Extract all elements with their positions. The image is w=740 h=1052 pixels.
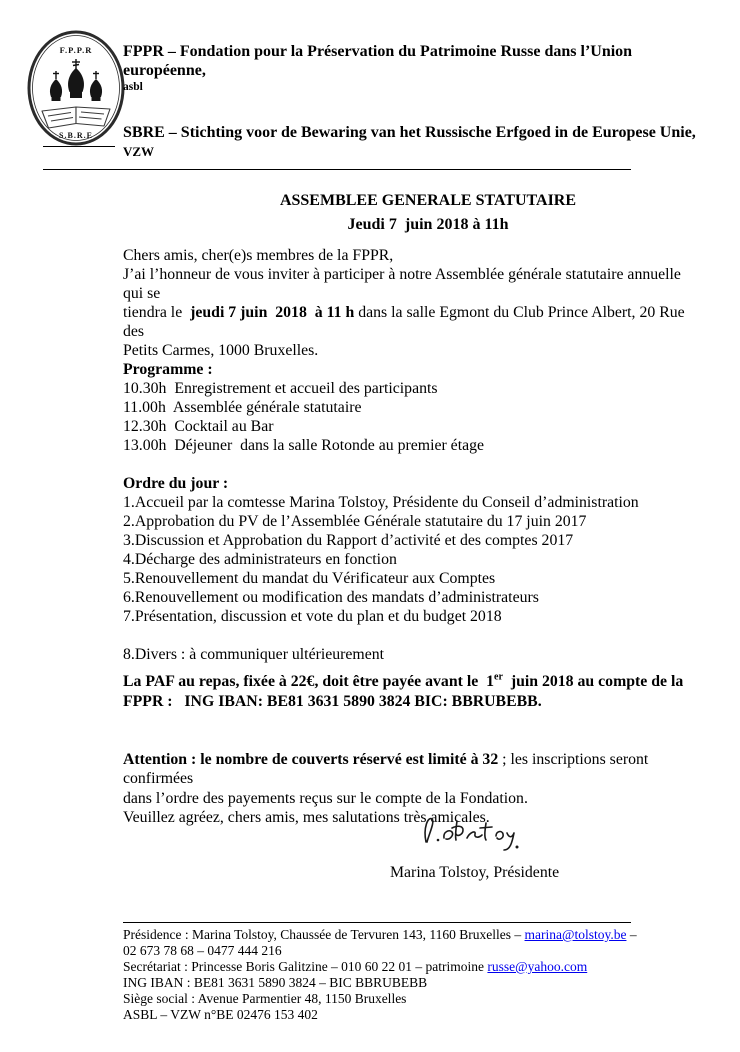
payment-paragraph (123, 672, 705, 712)
paf-line1-pre: La PAF au repas, fixée à 22€, doit être payée avant le 1 (123, 673, 495, 690)
agenda-heading: Ordre du jour : (123, 475, 229, 492)
programme-heading: Programme : (123, 361, 213, 378)
org-name-nl (123, 123, 713, 161)
agenda-item: 6.Renouvellement ou modification des mandats d’administrateurs (123, 589, 539, 606)
attention-bold: Attention : le nombre de couverts réservé est limité à 32 (123, 751, 499, 768)
paf-superscript: er (494, 671, 503, 683)
spacer (123, 455, 705, 474)
fppr-logo (25, 28, 127, 148)
closing-salutation: Veuillez agréez, chers amis, mes salutations très amicales. (123, 808, 490, 826)
org-name-nl-text: SBRE – Stichting voor de Bewaring van het Russische Erfgoed in de Europese Unie, (123, 124, 696, 141)
agenda-item-divers: 8.Divers : à communiquer ultérieurement (123, 646, 385, 663)
agenda-item: 1.Accueil par la comtesse Marina Tolstoy, Présidente du Conseil d’administration (123, 494, 639, 511)
document-title (143, 192, 713, 234)
org-suffix-vzw: VZW (123, 125, 699, 159)
title-line1: ASSEMBLEE GENERALE STATUTAIRE (279, 192, 577, 209)
signature (418, 811, 523, 864)
org-suffix-asbl: asbl (123, 81, 143, 93)
footer-presidence-text: Présidence : Marina Tolstoy, Chaussée de Tervuren 143, 1160 Bruxelles – (123, 927, 525, 942)
programme-item: 10.30h Enregistrement et accueil des participants (123, 380, 438, 397)
footer-line-secretariat (123, 959, 713, 975)
programme-item: 11.00h Assemblée générale statutaire (123, 399, 362, 416)
invite-line2-post: dans la salle Egmont du Club Prince Albert, 20 Rue des (123, 304, 689, 340)
rule-short (43, 146, 115, 147)
paf-line1-post: juin 2018 au compte de la (502, 673, 684, 690)
footer-presidence-tail: – (626, 927, 637, 942)
programme-item: 13.00h Déjeuner dans la salle Rotonde au premier étage (123, 437, 485, 454)
invite-date-bold: jeudi 7 juin 2018 à 11 h (190, 304, 359, 321)
attention-rest: ; les inscriptions seront confirmées (123, 751, 653, 788)
agenda-item: 2.Approbation du PV de l’Assemblée Générale statutaire du 17 juin 2017 (123, 513, 587, 530)
signatory-name: Marina Tolstoy, Présidente (390, 864, 560, 881)
footer-line-presidence (123, 927, 713, 943)
spacer (123, 626, 705, 645)
attention-line2: dans l’ordre des payements reçus sur le compte de la Fondation. (123, 789, 528, 807)
footer-line-iban: ING IBAN : BE81 3631 5890 3824 – BIC BBRUBEBB (123, 974, 428, 990)
agenda-item: 4.Décharge des administrateurs en fonction (123, 551, 397, 568)
agenda-item: 5.Renouvellement du mandat du Vérificateur aux Comptes (123, 570, 496, 587)
email-link-patrimoine[interactable]: russe@yahoo.com (487, 958, 588, 974)
logo-bottom-text: S.B.R.E (59, 131, 93, 140)
footer (123, 927, 713, 1022)
greeting: Chers amis, cher(e)s membres de la FPPR, (123, 247, 394, 264)
invite-line1: J’ai l’honneur de vous inviter à participer à notre Assemblée générale statutaire annuelle qui se (123, 266, 685, 302)
signature-image (418, 811, 523, 859)
agenda-item: 7.Présentation, discussion et vote du plan et du budget 2018 (123, 608, 502, 625)
rule-long (43, 169, 631, 170)
email-link-marina[interactable]: marina@tolstoy.be (524, 927, 627, 942)
paf-line2-iban: FPPR : ING IBAN: BE81 3631 5890 3824 BIC: BBRUBEBB. (123, 693, 542, 710)
footer-line-phones: 02 673 78 68 – 0477 444 216 (123, 942, 282, 958)
org-name-fr: FPPR – Fondation pour la Préservation du Patrimoine Russe dans l’Union européenne, (123, 43, 637, 79)
agenda-item: 3.Discussion et Approbation du Rapport d’activité et des comptes 2017 (123, 532, 574, 549)
logo-emblem-icon (25, 28, 127, 148)
footer-secretariat-text: Secrétariat : Princesse Boris Galitzine – 010 60 22 01 – patrimoine (123, 958, 488, 974)
letterhead (123, 42, 713, 161)
invite-line3: Petits Carmes, 1000 Bruxelles. (123, 342, 319, 359)
title-line2: Jeudi 7 juin 2018 à 11h (347, 216, 509, 233)
attention-paragraph (123, 750, 705, 827)
letter-body (123, 246, 705, 664)
footer-line-asbl: ASBL – VZW n°BE 02476 153 402 (123, 1006, 318, 1022)
programme-item: 12.30h Cocktail au Bar (123, 418, 274, 435)
invitation-paragraph (123, 265, 705, 360)
footer-line-siege: Siège social : Avenue Parmentier 48, 1150 Bruxelles (123, 990, 407, 1006)
invite-line2-pre: tiendra le (123, 304, 191, 321)
logo-top-text: F.P.P.R (59, 45, 93, 55)
footer-rule (123, 922, 631, 923)
